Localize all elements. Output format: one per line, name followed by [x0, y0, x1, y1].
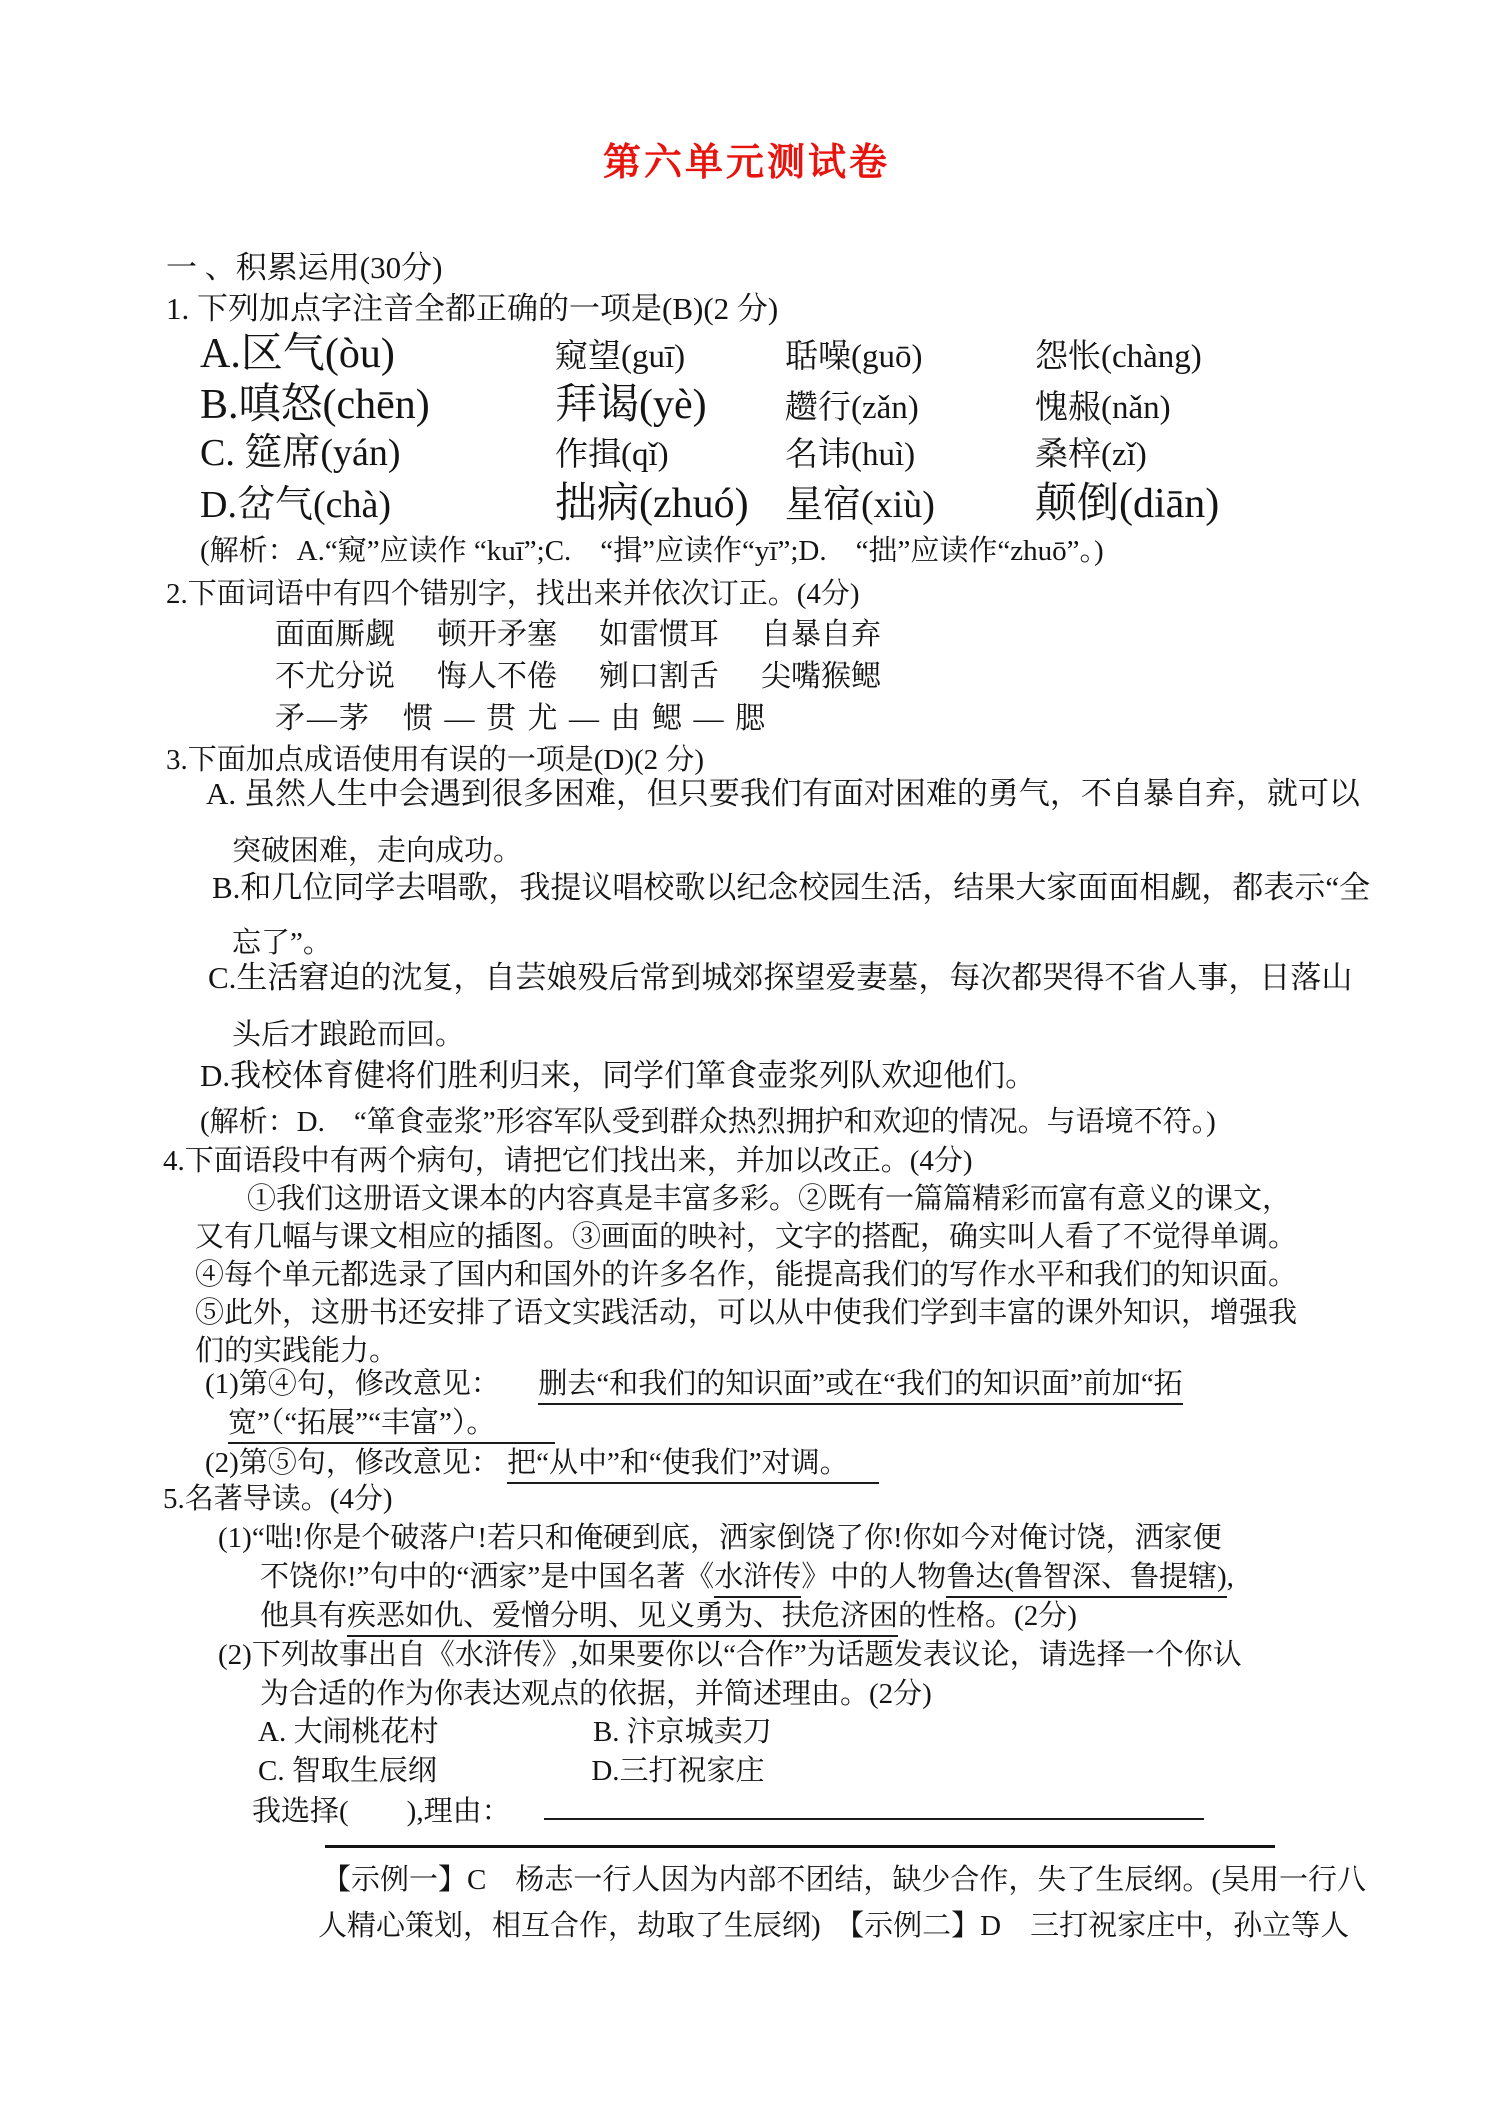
q3-option-a-line2: 突破困难，走向成功。: [232, 835, 523, 867]
q3-option-c-line1: C.生活窘迫的沈复，自芸娘殁后常到城郊探望爱妻墓，每次都哭得不省人事，日落山: [208, 960, 1353, 995]
q4-paragraph-line: 们的实践能力。: [195, 1335, 399, 1367]
q2-word: 不尤分说: [275, 660, 395, 693]
q4-paragraph-line: 又有几幅与课文相应的插图。③画面的映衬，文字的搭配，确实叫人看了不觉得单调。: [195, 1221, 1298, 1253]
sample-answer-line1: 【示例一】C 杨志一行人因为内部不团结，缺少合作，失了生辰纲。(吴用一行八: [322, 1864, 1367, 1896]
q1-word: 名讳(huì): [785, 437, 916, 473]
q5-option-c: C. 智取生辰纲: [258, 1755, 437, 1787]
q1-analysis: (解析：A.“窥”应读作 “kuī”;C. “揖”应读作“yī”;D. “拙”应读作“zhuō”。): [200, 535, 1104, 567]
q1-option-row-a: [200, 328, 1202, 381]
q4-fix1-line2: [228, 1405, 555, 1441]
q4-fix1-answer-line1: 删去“和我们的知识面”或在“我们的知识面”前加“拓: [538, 1368, 1182, 1405]
q4-paragraph-line: ⑤此外，这册书还安排了语文实践活动，可以从中使我们学到丰富的课外知识，增强我: [195, 1297, 1298, 1329]
q2-word: 尖嘴猴鳃: [761, 660, 881, 693]
section-heading: 一 、积累运用(30分): [166, 250, 443, 285]
q2-word: 自暴自弃: [761, 618, 881, 651]
q5-choose-label: 我选择( ),理由：: [252, 1795, 511, 1828]
q5-part2-line2: 为合适的作为你表达观点的依据，并简述理由。(2分): [260, 1678, 932, 1710]
q5-option-b: B. 汴京城卖刀: [592, 1716, 772, 1748]
q5-option-d: D.三打祝家庄: [591, 1755, 765, 1787]
q1-word: 趱行(zǎn): [785, 390, 919, 426]
q2-word: 如雷惯耳: [599, 618, 719, 651]
traits-underlined: 疾恶如仇、爱憎分明、见义勇为、扶危济困: [347, 1600, 898, 1637]
q4-fix1-line1: [205, 1366, 1183, 1402]
q4-fix2-line: [205, 1445, 879, 1481]
q5-excerpt-text: ,: [1226, 1561, 1234, 1593]
q4-fix1-label: (1)第④句，修改意见：: [205, 1368, 500, 1400]
q2-word: 顿开矛塞: [437, 618, 557, 651]
q1-word: 拜谒(yè): [555, 382, 707, 428]
q5-excerpt-text: 》中的人物: [801, 1561, 947, 1593]
q3-option-b-line1: B.和几位同学去唱歌，我提议唱校歌以纪念校园生活，结果大家面面相觑，都表示“全: [212, 870, 1371, 905]
q1-option-a: A.区气(òu): [200, 331, 395, 377]
q5-option-a: A. 大闹桃花村: [258, 1716, 439, 1748]
q4-fix2-answer: 把“从中”和“使我们”对调。: [507, 1447, 879, 1484]
q4-paragraph-line: ①我们这册语文课本的内容真是丰富多彩。②既有一篇篇精彩而富有意义的课文，: [247, 1183, 1292, 1215]
q1-stem: 1. 下列加点字注音全都正确的一项是(B)(2 分): [166, 291, 779, 326]
q1-option-d: D.岔气(chà): [200, 484, 391, 526]
q3-option-c-line2: 头后才踉跄而回。: [232, 1019, 465, 1051]
q5-excerpt-line2: [260, 1559, 1234, 1595]
q3-analysis: (解析：D. “箪食壶浆”形容军队受到群众热烈拥护和欢迎的情况。与语境不符。): [200, 1106, 1216, 1138]
answer-blank-underline: [544, 1790, 1204, 1820]
q1-word: 聒噪(guō): [785, 339, 923, 375]
q5-excerpt-text: 不饶你!”句中的“洒家”是中国名著《: [260, 1561, 715, 1593]
q5-excerpt-line3: [260, 1598, 1077, 1634]
sample-answer-line2: 人精心策划，相互合作，劫取了生辰纲) 【示例二】D 三打祝家庄中，孙立等人: [318, 1910, 1350, 1942]
q3-option-a-line1: A. 虽然人生中会遇到很多困难，但只要我们有面对困难的勇气，不自暴自弃，就可以: [206, 776, 1360, 811]
q1-word: 拙病(zhuó): [555, 481, 749, 527]
q4-stem: 4.下面语段中有两个病句，请把它们找出来，并加以改正。(4分): [163, 1145, 973, 1177]
q5-options-row1: [258, 1714, 772, 1750]
q1-word: 桑梓(zǐ): [1035, 437, 1147, 473]
answer-blank-line: [325, 1845, 1275, 1848]
q3-option-b-line2: 忘了”。: [232, 927, 332, 959]
q3-option-d-line1: D.我校体育健将们胜利归来，同学们箪食壶浆列队欢迎他们。: [200, 1058, 1037, 1093]
q2-stem: 2.下面词语中有四个错别字，找出来并依次订正。(4分): [166, 578, 860, 610]
q4-fix1-answer-line2: 宽”（“拓展”“丰富”）。: [228, 1407, 555, 1444]
character-name-underlined: 鲁达(鲁智深、鲁提辖): [946, 1561, 1226, 1598]
q1-option-row-b: [200, 379, 1171, 432]
q4-fix2-label: (2)第⑤句，修改意见：: [205, 1447, 500, 1479]
q2-word: 面面厮觑: [275, 618, 395, 651]
q1-word: 窥望(guī): [555, 339, 686, 375]
q3-stem: 3.下面加点成语使用有误的一项是(D)(2 分): [166, 744, 705, 776]
paper-title: 第六单元测试卷: [602, 142, 890, 184]
q2-word-row-2: [275, 658, 881, 696]
q1-option-c: C. 筵席(yán): [200, 432, 401, 474]
q2-word: 悔人不倦: [437, 660, 557, 693]
q1-option-row-c: [200, 430, 1147, 478]
q1-word: 星宿(xiù): [785, 484, 935, 526]
q5-excerpt-text: 的性格。(2分): [898, 1600, 1077, 1632]
book-title-underlined: 水浒传: [714, 1561, 801, 1598]
q5-options-row2: [258, 1753, 765, 1789]
q1-word: 愧赧(nǎn): [1035, 390, 1171, 426]
q1-word: 颠倒(diān): [1035, 481, 1220, 527]
q2-word: 剜口割舌: [599, 660, 719, 693]
q1-option-row-d: [200, 478, 1219, 531]
q5-excerpt-line1: (1)“咄!你是个破落户!若只和俺硬到底，洒家倒饶了你!你如今对俺讨饶，洒家便: [218, 1522, 1222, 1554]
q4-paragraph-line: ④每个单元都选录了国内和国外的许多名作，能提高我们的写作水平和我们的知识面。: [195, 1259, 1298, 1291]
q5-excerpt-text: 他具有: [260, 1600, 348, 1632]
q2-word-row-1: [275, 616, 881, 654]
q2-answer: 矛—茅 惯 — 贯 尤 — 由 鳃 — 腮: [275, 702, 767, 735]
q5-choose-line: [252, 1790, 1204, 1830]
q1-option-b: B.嗔怒(chēn): [200, 382, 430, 428]
q5-stem: 5.名著导读。(4分): [163, 1483, 393, 1515]
q1-word: 作揖(qǐ): [555, 437, 669, 473]
q1-word: 怨怅(chàng): [1035, 339, 1202, 375]
q5-part2-line1: (2)下列故事出自《水浒传》,如果要你以“合作”为话题发表议论，请选择一个你认: [218, 1639, 1242, 1671]
